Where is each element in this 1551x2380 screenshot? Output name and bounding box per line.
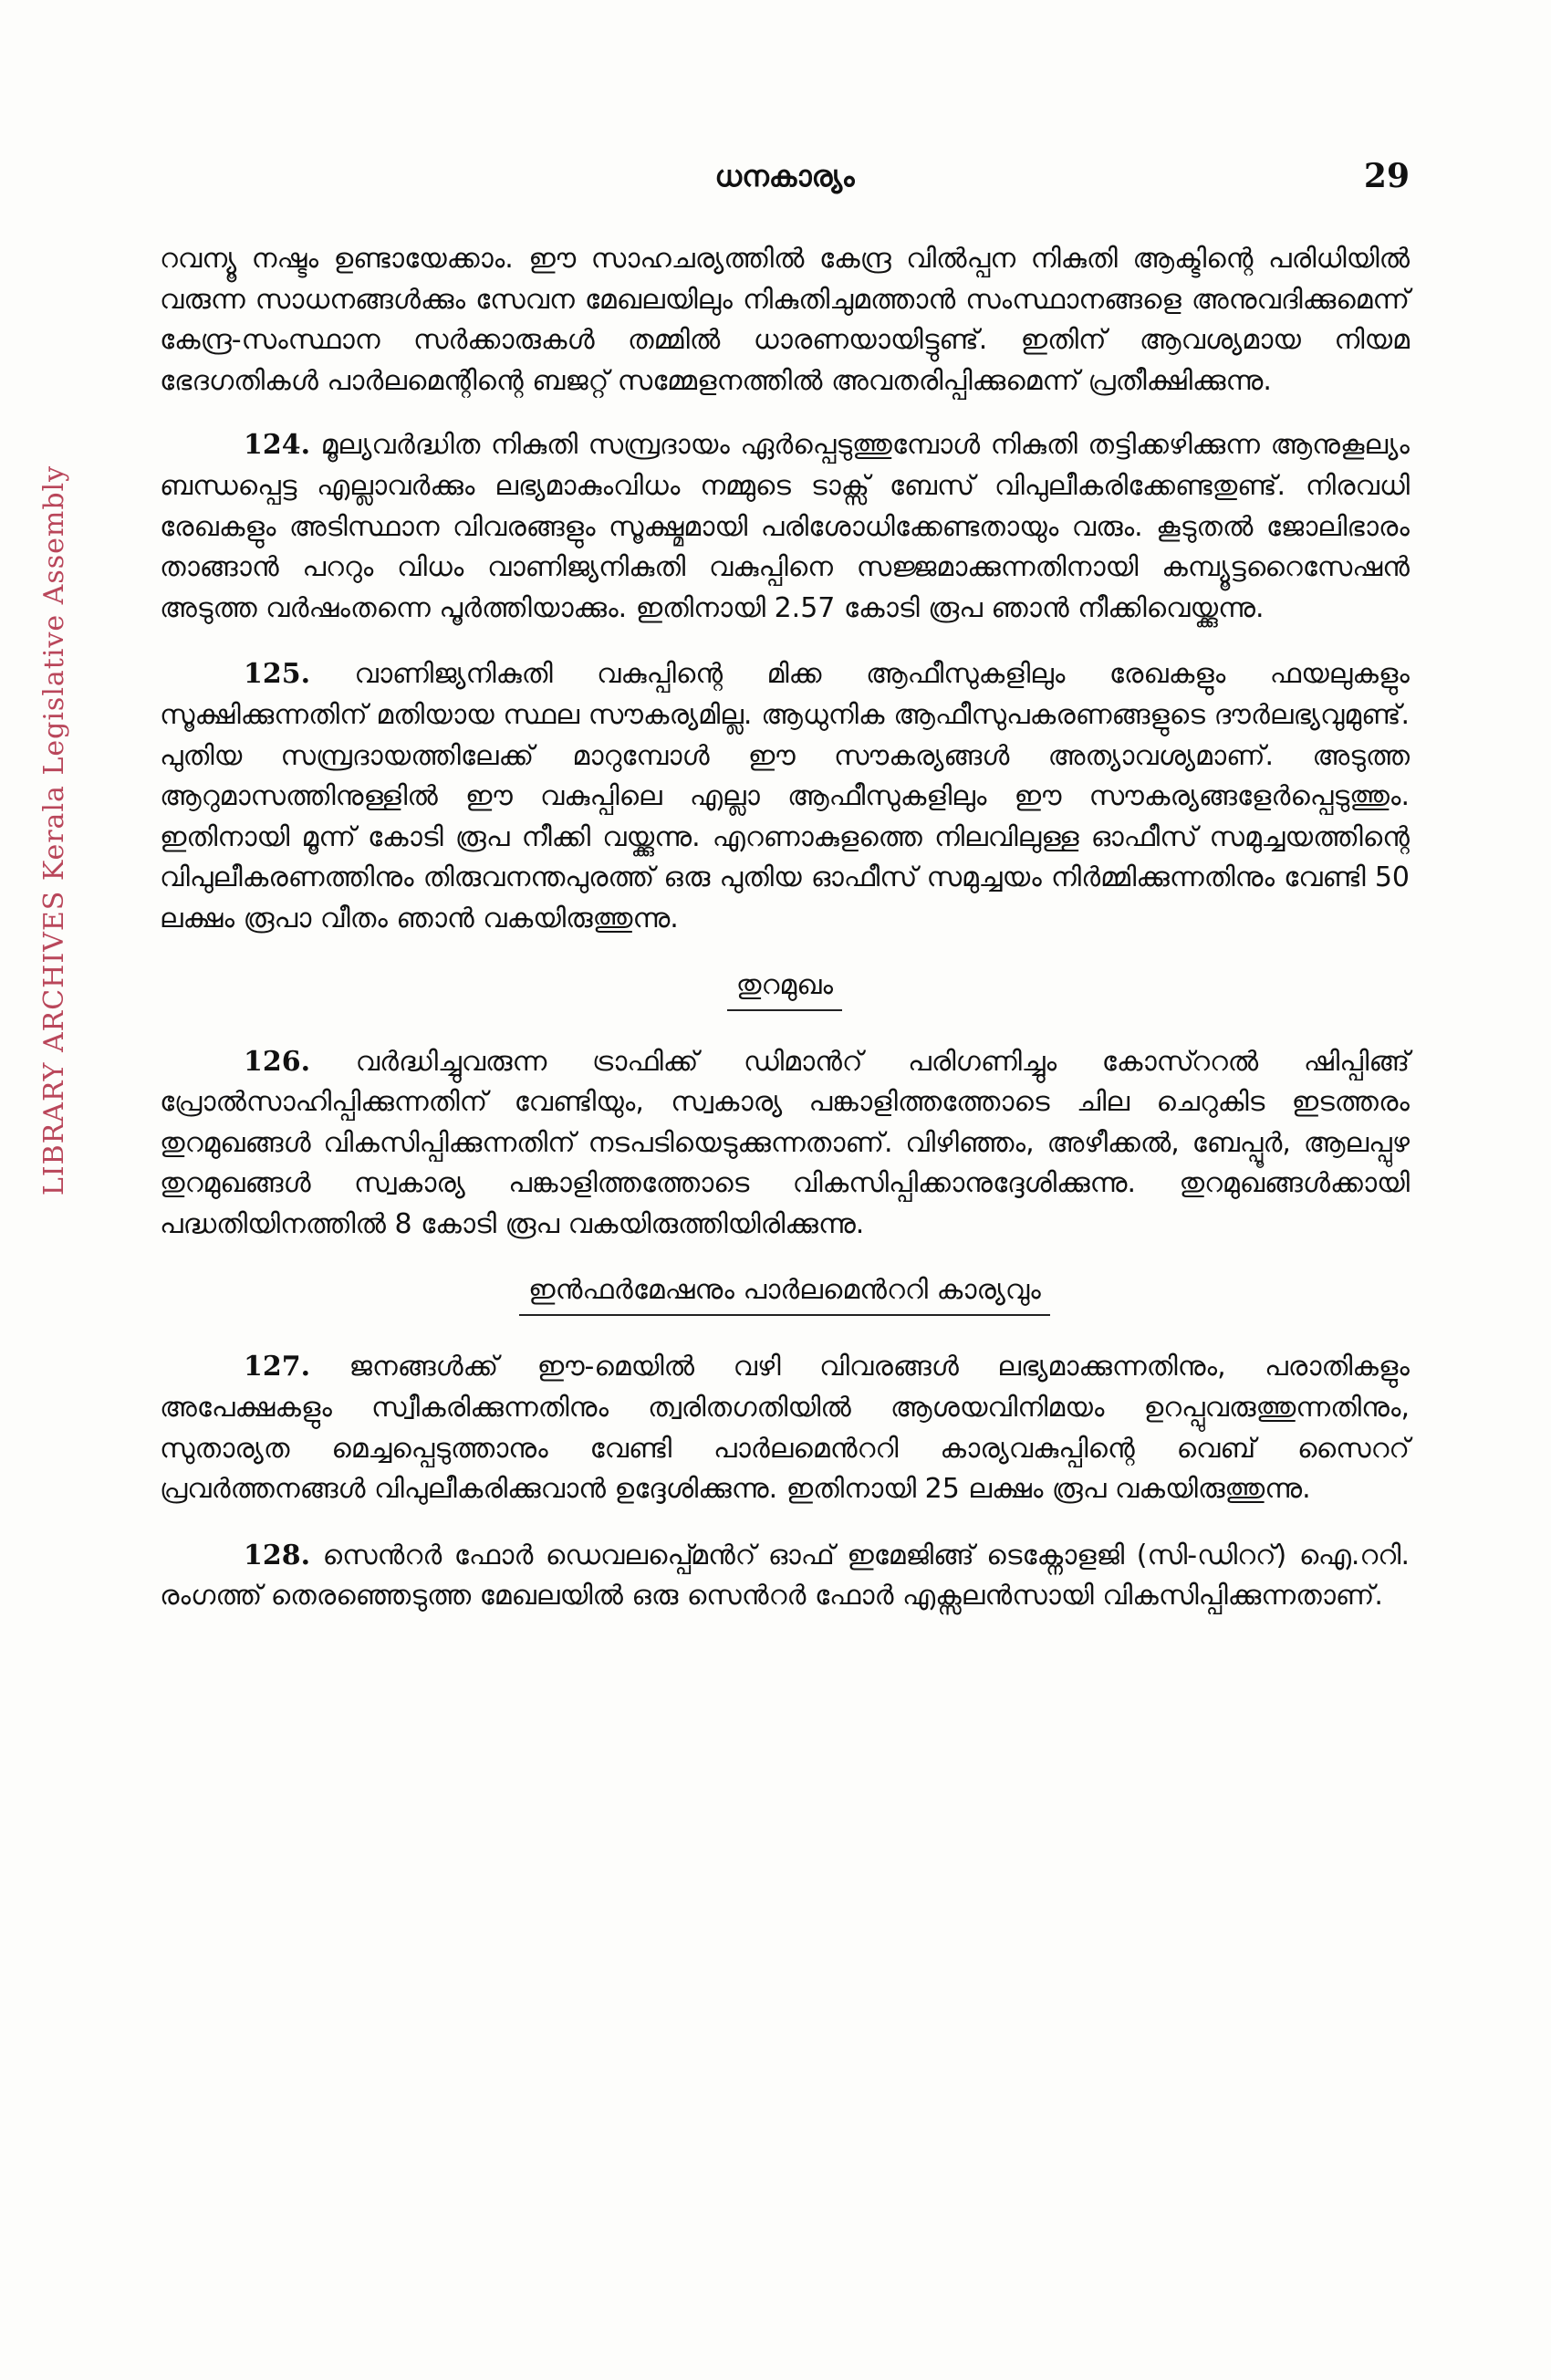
paragraph-number: 124. [244, 429, 311, 462]
page-number: 29 [1363, 157, 1410, 195]
paragraph-number: 128. [244, 1539, 311, 1571]
paragraph-text: വർദ്ധിച്ചുവരുന്ന ട്രാഫിക്ക് ഡിമാൻറ് പരിഗണിച്ചും കോസ്ററൽ ഷിപ്പിങ്ങ് പ്രോൽസാഹിപ്പിക്കുന്നതിന് വേണ്ടിയും, സ്വകാര്യ പങ്കാളിത്തത്തോടെ ചില ചെറുകിട ഇടത്തരം തുറമുഖങ്ങൾ വികസിപ്പിക്കുന്നതിന് നടപടിയെടുക്കുന്നതാണ്. വിഴിഞ്ഞം, അഴീക്കൽ, ബേപ്പൂർ, ആലപ്പുഴ തുറമുഖങ്ങൾ സ്വകാര്യ പങ്കാളിത്തത്തോടെ വികസിപ്പിക്കാനുദ്ദേശിക്കുന്നു. തുറമുഖങ്ങൾക്കായി പദ്ധതിയിനത്തിൽ 8 കോടി രൂപ വകയിരുത്തിയിരിക്കുന്നു. [160, 1045, 1410, 1240]
paragraph-text: റവന്യൂ നഷ്ടം ഉണ്ടായേക്കാം. ഈ സാഹചര്യത്തിൽ കേന്ദ്ര വിൽപ്പന നികുതി ആക്ടിന്റെ പരിധിയിൽ വരുന്ന സാധനങ്ങൾക്കും സേവന മേഖലയിലും നികുതിചുമത്താൻ സംസ്ഥാനങ്ങളെ അനുവദിക്കുമെന്ന് കേന്ദ്ര-സംസ്ഥാന സർക്കാരുകൾ തമ്മിൽ ധാരണയായിട്ടുണ്ട്. ഇതിന് ആവശ്യമായ നിയമ ഭേദഗതികൾ പാർലമെന്റിന്റെ ബജറ്റ് സമ്മേളനത്തിൽ അവതരിപ്പിക്കുമെന്ന് പ്രതീക്ഷിക്കുന്നു. [160, 243, 1410, 397]
section-heading-text: ഇൻഫർമേഷനും പാർലമെൻററി കാര്യവും [519, 1270, 1050, 1316]
paragraph-text: ജനങ്ങൾക്ക് ഈ-മെയിൽ വഴി വിവരങ്ങൾ ലഭ്യമാക്കുന്നതിനും, പരാതികളും അപേക്ഷകളും സ്വീകരിക്കുന്നതിനും ത്വരിതഗതിയിൽ ആശയവിനിമയം ഉറപ്പുവരുത്തുന്നതിനും, സുതാര്യത മെച്ചപ്പെടുത്താനും വേണ്ടി പാർലമെൻററി കാര്യവകുപ്പിന്റെ വെബ് സൈററ് പ്രവർത്തനങ്ങൾ വിപുലീകരിക്കുവാൻ ഉദ്ദേശിക്കുന്നു. ഇതിനായി 25 ലക്ഷം രൂപ വകയിരുത്തുന്നു. [160, 1351, 1410, 1506]
paragraph-text: മൂല്യവർദ്ധിത നികുതി സമ്പ്രദായം ഏർപ്പെടുത്തുമ്പോൾ നികുതി തട്ടിക്കഴിക്കുന്ന ആനുകൂല്യം ബന്ധപ്പെട്ട എല്ലാവർക്കും ലഭ്യമാകുംവിധം നമ്മുടെ ടാക്സ് ബേസ് വിപുലീകരിക്കേണ്ടതുണ്ട്. നിരവധി രേഖകളും അടിസ്ഥാന വിവരങ്ങളും സൂക്ഷ്മമായി പരിശോധിക്കേണ്ടതായും വരും. കൂടുതൽ ജോലിഭാരം താങ്ങാൻ പററും വിധം വാണിജ്യനികുതി വകുപ്പിനെ സജ്ജമാക്കുന്നതിനായി കമ്പ്യൂട്ടറൈസേഷൻ അടുത്ത വർഷംതന്നെ പൂർത്തിയാക്കും. ഇതിനായി 2.57 കോടി രൂപ ഞാൻ നീക്കിവെയ്ക്കുന്നു. [160, 429, 1410, 624]
paragraph-text: വാണിജ്യനികുതി വകുപ്പിന്റെ മിക്ക ആഫീസുകളിലും രേഖകളും ഫയലുകളും സൂക്ഷിക്കുന്നതിന് മതിയായ സ്ഥല സൗകര്യമില്ല. ആധുനിക ആഫീസുപകരണങ്ങളുടെ ദൗർലഭ്യവുമുണ്ട്. പുതിയ സമ്പ്രദായത്തിലേക്ക് മാറുമ്പോൾ ഈ സൗകര്യങ്ങൾ അത്യാവശ്യമാണ്. അടുത്ത ആറുമാസത്തിനുള്ളിൽ ഈ വകുപ്പിലെ എല്ലാ ആഫീസുകളിലും ഈ സൗകര്യങ്ങളേർപ്പെടുത്തും. ഇതിനായി മൂന്ന് കോടി രൂപ നീക്കി വയ്ക്കുന്നു. എറണാകുളത്തെ നിലവിലുള്ള ഓഫീസ് സമുച്ചയത്തിന്റെ വിപുലീകരണത്തിനും തിരുവനന്തപുരത്ത് ഒരു പുതിയ ഓഫീസ് സമുച്ചയം നിർമ്മിക്കുന്നതിനും വേണ്ടി 50 ലക്ഷം രൂപാ വീതം ഞാൻ വകയിരുത്തുന്നു. [160, 658, 1410, 934]
paragraph-126 [160, 1042, 1410, 1246]
paragraph-number: 127. [244, 1351, 311, 1383]
page-header [160, 153, 1410, 199]
paragraph-127 [160, 1347, 1410, 1509]
running-title: ധനകാര്യം [714, 159, 855, 193]
section-heading-information-parliamentary [160, 1270, 1410, 1316]
paragraph-number: 125. [244, 658, 311, 691]
archive-watermark: LIBRARY ARCHIVES Kerala Legislative Assembly [38, 465, 70, 1196]
body-text [160, 239, 1410, 1643]
paragraph-124 [160, 425, 1410, 629]
paragraph-continued [160, 239, 1410, 402]
paragraph-125 [160, 654, 1410, 939]
section-heading-ports [160, 966, 1410, 1011]
paragraph-128 [160, 1536, 1410, 1617]
section-heading-text: തുറമുഖം [727, 966, 842, 1011]
paragraph-text: സെൻറർ ഫോർ ഡെവലപ്പ്മെൻറ് ഓഫ് ഇമേജിങ്ങ് ടെക്നോളജി (സി-ഡിററ്) ഐ.ററി. രംഗത്ത് തെരഞ്ഞെടുത്ത മേഖലയിൽ ഒരു സെൻറർ ഫോർ എക്സലൻസായി വികസിപ്പിക്കുന്നതാണ്. [160, 1539, 1410, 1613]
paragraph-number: 126. [244, 1045, 311, 1078]
